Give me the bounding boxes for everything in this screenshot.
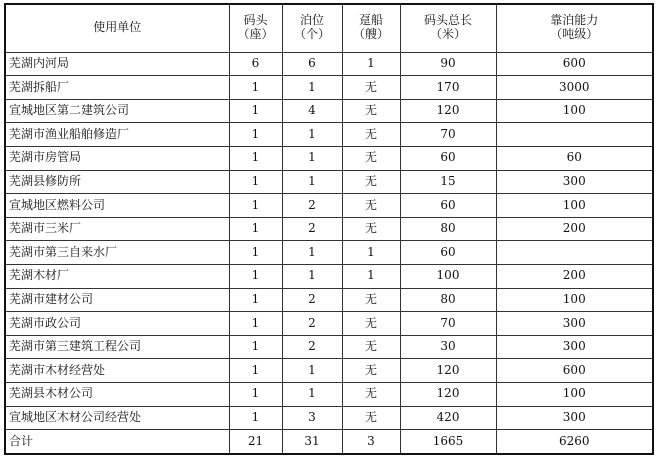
table-row <box>5 406 653 430</box>
table-row <box>5 312 653 336</box>
pontoon-cell: 无 <box>342 359 400 383</box>
pontoon-cell: 无 <box>342 99 400 123</box>
length-cell: 90 <box>400 52 496 76</box>
berth-count-cell: 2 <box>282 217 342 241</box>
length-cell: 70 <box>400 312 496 336</box>
length-cell: 420 <box>400 406 496 430</box>
unit-cell: 芜湖市政公司 <box>5 312 229 336</box>
length-cell: 60 <box>400 194 496 218</box>
berth-count-cell: 2 <box>282 288 342 312</box>
unit-cell: 芜湖木材厂 <box>5 264 229 288</box>
unit-cell: 芜湖市渔业船舶修造厂 <box>5 123 229 147</box>
unit-cell: 芜湖县木材公司 <box>5 383 229 407</box>
total-row <box>5 430 653 454</box>
table-row <box>5 383 653 407</box>
wharf-statistics-table <box>4 3 654 455</box>
berth-count-cell: 2 <box>282 335 342 359</box>
unit-cell: 芜湖拆船厂 <box>5 76 229 100</box>
total-pontoon-cell: 3 <box>342 430 400 454</box>
pontoon-cell: 1 <box>342 241 400 265</box>
pontoon-cell: 无 <box>342 123 400 147</box>
capacity-cell <box>496 123 653 147</box>
total-capacity-cell: 6260 <box>496 430 653 454</box>
wharf-count-cell: 6 <box>229 52 282 76</box>
pontoon-cell: 1 <box>342 52 400 76</box>
length-cell: 15 <box>400 170 496 194</box>
header-capacity: 靠泊能力 （吨级） <box>496 4 653 52</box>
unit-cell: 芜湖市第三建筑工程公司 <box>5 335 229 359</box>
length-cell: 30 <box>400 335 496 359</box>
length-cell: 60 <box>400 241 496 265</box>
capacity-cell: 300 <box>496 312 653 336</box>
pontoon-cell: 无 <box>342 170 400 194</box>
header-wharf: 码头 （座） <box>229 4 282 52</box>
wharf-count-cell: 1 <box>229 76 282 100</box>
capacity-cell: 100 <box>496 99 653 123</box>
pontoon-cell: 无 <box>342 288 400 312</box>
table-row <box>5 335 653 359</box>
unit-cell: 芜湖县修防所 <box>5 170 229 194</box>
unit-cell: 芜湖市木材经营处 <box>5 359 229 383</box>
unit-cell: 芜湖内河局 <box>5 52 229 76</box>
capacity-cell: 600 <box>496 359 653 383</box>
berth-count-cell: 4 <box>282 99 342 123</box>
capacity-cell <box>496 241 653 265</box>
wharf-count-cell: 1 <box>229 383 282 407</box>
capacity-cell: 60 <box>496 146 653 170</box>
table-header <box>5 4 653 52</box>
capacity-cell: 3000 <box>496 76 653 100</box>
total-unit-cell: 合计 <box>5 430 229 454</box>
berth-count-cell: 1 <box>282 383 342 407</box>
berth-count-cell: 1 <box>282 264 342 288</box>
wharf-count-cell: 1 <box>229 359 282 383</box>
header-length: 码头总长 （米） <box>400 4 496 52</box>
table-body <box>5 52 653 454</box>
wharf-count-cell: 1 <box>229 217 282 241</box>
length-cell: 170 <box>400 76 496 100</box>
table-row <box>5 52 653 76</box>
capacity-cell: 300 <box>496 335 653 359</box>
unit-cell: 宣城地区燃料公司 <box>5 194 229 218</box>
wharf-count-cell: 1 <box>229 146 282 170</box>
wharf-count-cell: 1 <box>229 264 282 288</box>
pontoon-cell: 无 <box>342 217 400 241</box>
unit-cell: 芜湖市第三自来水厂 <box>5 241 229 265</box>
length-cell: 60 <box>400 146 496 170</box>
unit-cell: 宣城地区木材公司经营处 <box>5 406 229 430</box>
length-cell: 80 <box>400 288 496 312</box>
wharf-count-cell: 1 <box>229 335 282 359</box>
berth-count-cell: 6 <box>282 52 342 76</box>
capacity-cell: 200 <box>496 264 653 288</box>
berth-count-cell: 1 <box>282 241 342 265</box>
length-cell: 120 <box>400 383 496 407</box>
table-row <box>5 146 653 170</box>
table-row <box>5 194 653 218</box>
length-cell: 120 <box>400 359 496 383</box>
table-row <box>5 288 653 312</box>
total-length-cell: 1665 <box>400 430 496 454</box>
berth-count-cell: 2 <box>282 194 342 218</box>
unit-cell: 芜湖市房管局 <box>5 146 229 170</box>
wharf-count-cell: 1 <box>229 123 282 147</box>
wharf-count-cell: 1 <box>229 194 282 218</box>
header-unit: 使用单位 <box>5 4 229 52</box>
berth-count-cell: 1 <box>282 170 342 194</box>
pontoon-cell: 1 <box>342 264 400 288</box>
header-berth: 泊位 （个） <box>282 4 342 52</box>
table-row <box>5 264 653 288</box>
pontoon-cell: 无 <box>342 312 400 336</box>
length-cell: 80 <box>400 217 496 241</box>
total-berth-count-cell: 31 <box>282 430 342 454</box>
length-cell: 100 <box>400 264 496 288</box>
length-cell: 120 <box>400 99 496 123</box>
unit-cell: 宣城地区第二建筑公司 <box>5 99 229 123</box>
unit-cell: 芜湖市三米厂 <box>5 217 229 241</box>
pontoon-cell: 无 <box>342 335 400 359</box>
pontoon-cell: 无 <box>342 383 400 407</box>
table-row <box>5 99 653 123</box>
capacity-cell: 100 <box>496 288 653 312</box>
pontoon-cell: 无 <box>342 146 400 170</box>
table-row <box>5 359 653 383</box>
berth-count-cell: 1 <box>282 146 342 170</box>
header-row <box>5 4 653 52</box>
berth-count-cell: 3 <box>282 406 342 430</box>
wharf-count-cell: 1 <box>229 241 282 265</box>
pontoon-cell: 无 <box>342 194 400 218</box>
total-wharf-count-cell: 21 <box>229 430 282 454</box>
table-row <box>5 170 653 194</box>
wharf-count-cell: 1 <box>229 99 282 123</box>
table-row <box>5 217 653 241</box>
pontoon-cell: 无 <box>342 76 400 100</box>
berth-count-cell: 1 <box>282 123 342 147</box>
wharf-count-cell: 1 <box>229 406 282 430</box>
capacity-cell: 300 <box>496 406 653 430</box>
berth-count-cell: 1 <box>282 76 342 100</box>
wharf-count-cell: 1 <box>229 170 282 194</box>
berth-count-cell: 1 <box>282 359 342 383</box>
capacity-cell: 200 <box>496 217 653 241</box>
pontoon-cell: 无 <box>342 406 400 430</box>
length-cell: 70 <box>400 123 496 147</box>
unit-cell: 芜湖市建材公司 <box>5 288 229 312</box>
capacity-cell: 600 <box>496 52 653 76</box>
capacity-cell: 300 <box>496 170 653 194</box>
wharf-count-cell: 1 <box>229 312 282 336</box>
capacity-cell: 100 <box>496 383 653 407</box>
header-pontoon: 趸船 （艘） <box>342 4 400 52</box>
wharf-count-cell: 1 <box>229 288 282 312</box>
table-row <box>5 241 653 265</box>
berth-count-cell: 2 <box>282 312 342 336</box>
table-row <box>5 123 653 147</box>
table-row <box>5 76 653 100</box>
capacity-cell: 100 <box>496 194 653 218</box>
